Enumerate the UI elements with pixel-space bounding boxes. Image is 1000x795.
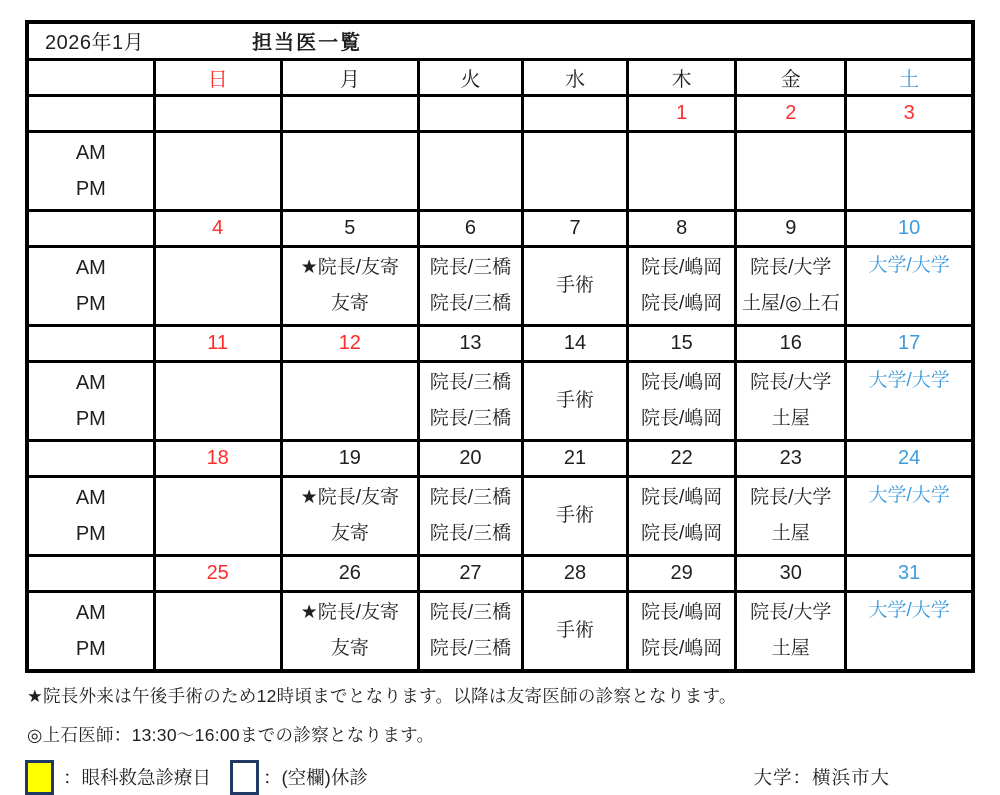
week-2-schedule-row [27, 246, 973, 325]
legend-closed-label: ：(空欄)休診 [263, 767, 368, 788]
schedule-cell [736, 591, 846, 671]
date-cell: 7 [523, 210, 628, 246]
schedule-cell [523, 131, 628, 210]
pm-schedule: 友寄 [330, 637, 369, 659]
am-schedule: 大学/大学 [868, 369, 950, 391]
date-cell: 4 [154, 210, 281, 246]
title-cell [27, 22, 973, 59]
week-4-date-row [27, 440, 973, 476]
week-5-schedule-row [27, 591, 973, 671]
date-cell: 11 [154, 325, 281, 361]
schedule-cell [628, 591, 736, 671]
schedule-cell [418, 131, 522, 210]
doctor-schedule-calendar [25, 20, 975, 673]
schedule-cell [846, 361, 973, 440]
university-note: 大学：横浜市大 [753, 767, 890, 788]
am-schedule: ★院長/友寄 [300, 486, 399, 508]
date-cell: 22 [628, 440, 736, 476]
date-cell: 20 [418, 440, 522, 476]
date-cell: 15 [628, 325, 736, 361]
row-label-cell [27, 95, 154, 131]
date-cell: 23 [736, 440, 846, 476]
date-cell: 17 [846, 325, 973, 361]
page-title: 担当医一覧 [252, 32, 363, 55]
pm-schedule: 土屋 [771, 407, 810, 429]
weekday-header: 木 [628, 59, 736, 95]
schedule-cell [281, 361, 418, 440]
ampm-label-cell [27, 476, 154, 555]
schedule-cell [628, 361, 736, 440]
weekday-header: 火 [418, 59, 522, 95]
weekday-header: 土 [846, 59, 973, 95]
note-kamiishi: ◎上石医師：13:30〜16:00までの診察となります。 [27, 724, 435, 745]
date-cell: 24 [846, 440, 973, 476]
footnotes [25, 683, 975, 747]
blank-swatch-icon [230, 760, 259, 795]
row-label-cell [27, 210, 154, 246]
pm-schedule: 院長/嶋岡 [641, 522, 723, 544]
ampm-label-cell [27, 591, 154, 671]
pm-label: PM [75, 637, 106, 660]
schedule-cell [628, 131, 736, 210]
schedule-cell [281, 476, 418, 555]
schedule-cell [523, 246, 628, 325]
weekday-header: 月 [281, 59, 418, 95]
schedule-cell [154, 246, 281, 325]
schedule-cell [418, 476, 522, 555]
ampm-label-cell [27, 131, 154, 210]
pm-schedule: 友寄 [330, 292, 369, 314]
note-surgery: ★院長外来は午後手術のため12時頃までとなります。以降は友寄医師の診察となります。 [27, 685, 737, 706]
date-cell: 26 [281, 555, 418, 591]
pm-schedule: 院長/嶋岡 [641, 407, 723, 429]
date-cell: 1 [628, 95, 736, 131]
schedule-cell [154, 591, 281, 671]
am-schedule: 大学/大学 [868, 254, 950, 276]
pm-label: PM [75, 522, 106, 545]
schedule-cell [281, 131, 418, 210]
schedule-cell [418, 591, 522, 671]
schedule-cell [846, 246, 973, 325]
am-schedule: 院長/嶋岡 [641, 256, 723, 278]
legend-emergency-label: ：眼科救急診療日 [63, 767, 212, 788]
schedule-cell [846, 131, 973, 210]
row-label-cell [27, 440, 154, 476]
yellow-swatch-icon [25, 760, 54, 795]
ampm-label-cell [27, 361, 154, 440]
legend [25, 760, 975, 795]
date-cell: 19 [281, 440, 418, 476]
date-cell: 5 [281, 210, 418, 246]
week-5-date-row [27, 555, 973, 591]
pm-schedule: 院長/三橋 [429, 407, 512, 429]
week-3-schedule-row [27, 361, 973, 440]
week-3-date-row [27, 325, 973, 361]
date-cell: 29 [628, 555, 736, 591]
am-schedule: 大学/大学 [868, 484, 950, 506]
date-cell: 21 [523, 440, 628, 476]
pm-label: PM [75, 292, 106, 315]
week-2-date-row [27, 210, 973, 246]
title-row [27, 22, 973, 59]
am-schedule: 院長/三橋 [429, 371, 512, 393]
row-label-cell [27, 555, 154, 591]
week-1-date-row [27, 95, 973, 131]
am-label: AM [75, 141, 106, 164]
schedule-cell [523, 361, 628, 440]
date-cell: 28 [523, 555, 628, 591]
am-schedule: ★院長/友寄 [300, 256, 399, 278]
schedule-cell [628, 476, 736, 555]
schedule-cell [736, 131, 846, 210]
schedule-cell [736, 361, 846, 440]
pm-schedule: 院長/嶋岡 [641, 292, 723, 314]
date-cell: 25 [154, 555, 281, 591]
all-day-schedule: 手術 [556, 619, 595, 641]
schedule-cell [154, 476, 281, 555]
am-label: AM [75, 371, 106, 394]
all-day-schedule: 手術 [556, 274, 595, 296]
weekday-header: 水 [523, 59, 628, 95]
legend-closed [230, 760, 368, 795]
date-cell [523, 95, 628, 131]
schedule-cell [154, 131, 281, 210]
date-cell: 12 [281, 325, 418, 361]
weekday-header-row [27, 59, 973, 95]
date-cell: 6 [418, 210, 522, 246]
legend-emergency [25, 760, 211, 795]
am-schedule: 院長/三橋 [429, 486, 512, 508]
am-schedule: 院長/大学 [750, 601, 832, 623]
pm-label: PM [75, 177, 106, 200]
am-schedule: 院長/大学 [750, 371, 832, 393]
pm-schedule: 院長/三橋 [429, 522, 512, 544]
am-schedule: 院長/三橋 [429, 601, 512, 623]
date-cell [281, 95, 418, 131]
am-schedule: 院長/嶋岡 [641, 371, 723, 393]
date-cell: 13 [418, 325, 522, 361]
am-schedule: 大学/大学 [868, 599, 950, 621]
date-cell [418, 95, 522, 131]
am-schedule: 院長/嶋岡 [641, 601, 723, 623]
pm-label: PM [75, 407, 106, 430]
all-day-schedule: 手術 [556, 504, 595, 526]
schedule-cell [846, 591, 973, 671]
date-cell: 14 [523, 325, 628, 361]
schedule-cell [736, 476, 846, 555]
date-cell: 2 [736, 95, 846, 131]
schedule-cell [736, 246, 846, 325]
schedule-cell [523, 591, 628, 671]
pm-schedule: 院長/嶋岡 [641, 637, 723, 659]
week-1-schedule-row [27, 131, 973, 210]
schedule-cell [281, 591, 418, 671]
schedule-cell [418, 246, 522, 325]
am-label: AM [75, 486, 106, 509]
am-schedule: 院長/大学 [750, 256, 832, 278]
ampm-label-cell [27, 246, 154, 325]
date-cell: 16 [736, 325, 846, 361]
schedule-cell [523, 476, 628, 555]
am-schedule: 院長/三橋 [429, 256, 512, 278]
date-cell: 27 [418, 555, 522, 591]
date-cell: 31 [846, 555, 973, 591]
am-label: AM [75, 256, 106, 279]
date-cell: 30 [736, 555, 846, 591]
schedule-cell [846, 476, 973, 555]
schedule-cell [281, 246, 418, 325]
pm-schedule: 土屋 [771, 522, 810, 544]
pm-schedule: 土屋 [771, 637, 810, 659]
date-cell: 18 [154, 440, 281, 476]
am-label: AM [75, 601, 106, 624]
weekday-header: 金 [736, 59, 846, 95]
schedule-cell [628, 246, 736, 325]
date-cell: 9 [736, 210, 846, 246]
week-4-schedule-row [27, 476, 973, 555]
weekday-header: 日 [154, 59, 281, 95]
date-cell: 10 [846, 210, 973, 246]
corner-cell [27, 59, 154, 95]
pm-schedule: 院長/三橋 [429, 637, 512, 659]
month-label: 2026年1月 [45, 32, 145, 55]
schedule-cell [154, 361, 281, 440]
pm-schedule: 友寄 [330, 522, 369, 544]
pm-schedule: 院長/三橋 [429, 292, 512, 314]
am-schedule: 院長/大学 [750, 486, 832, 508]
date-cell [154, 95, 281, 131]
am-schedule: ★院長/友寄 [300, 601, 399, 623]
schedule-cell [418, 361, 522, 440]
am-schedule: 院長/嶋岡 [641, 486, 723, 508]
date-cell: 8 [628, 210, 736, 246]
pm-schedule: 土屋/◎上石 [741, 292, 840, 314]
date-cell: 3 [846, 95, 973, 131]
all-day-schedule: 手術 [556, 389, 595, 411]
row-label-cell [27, 325, 154, 361]
